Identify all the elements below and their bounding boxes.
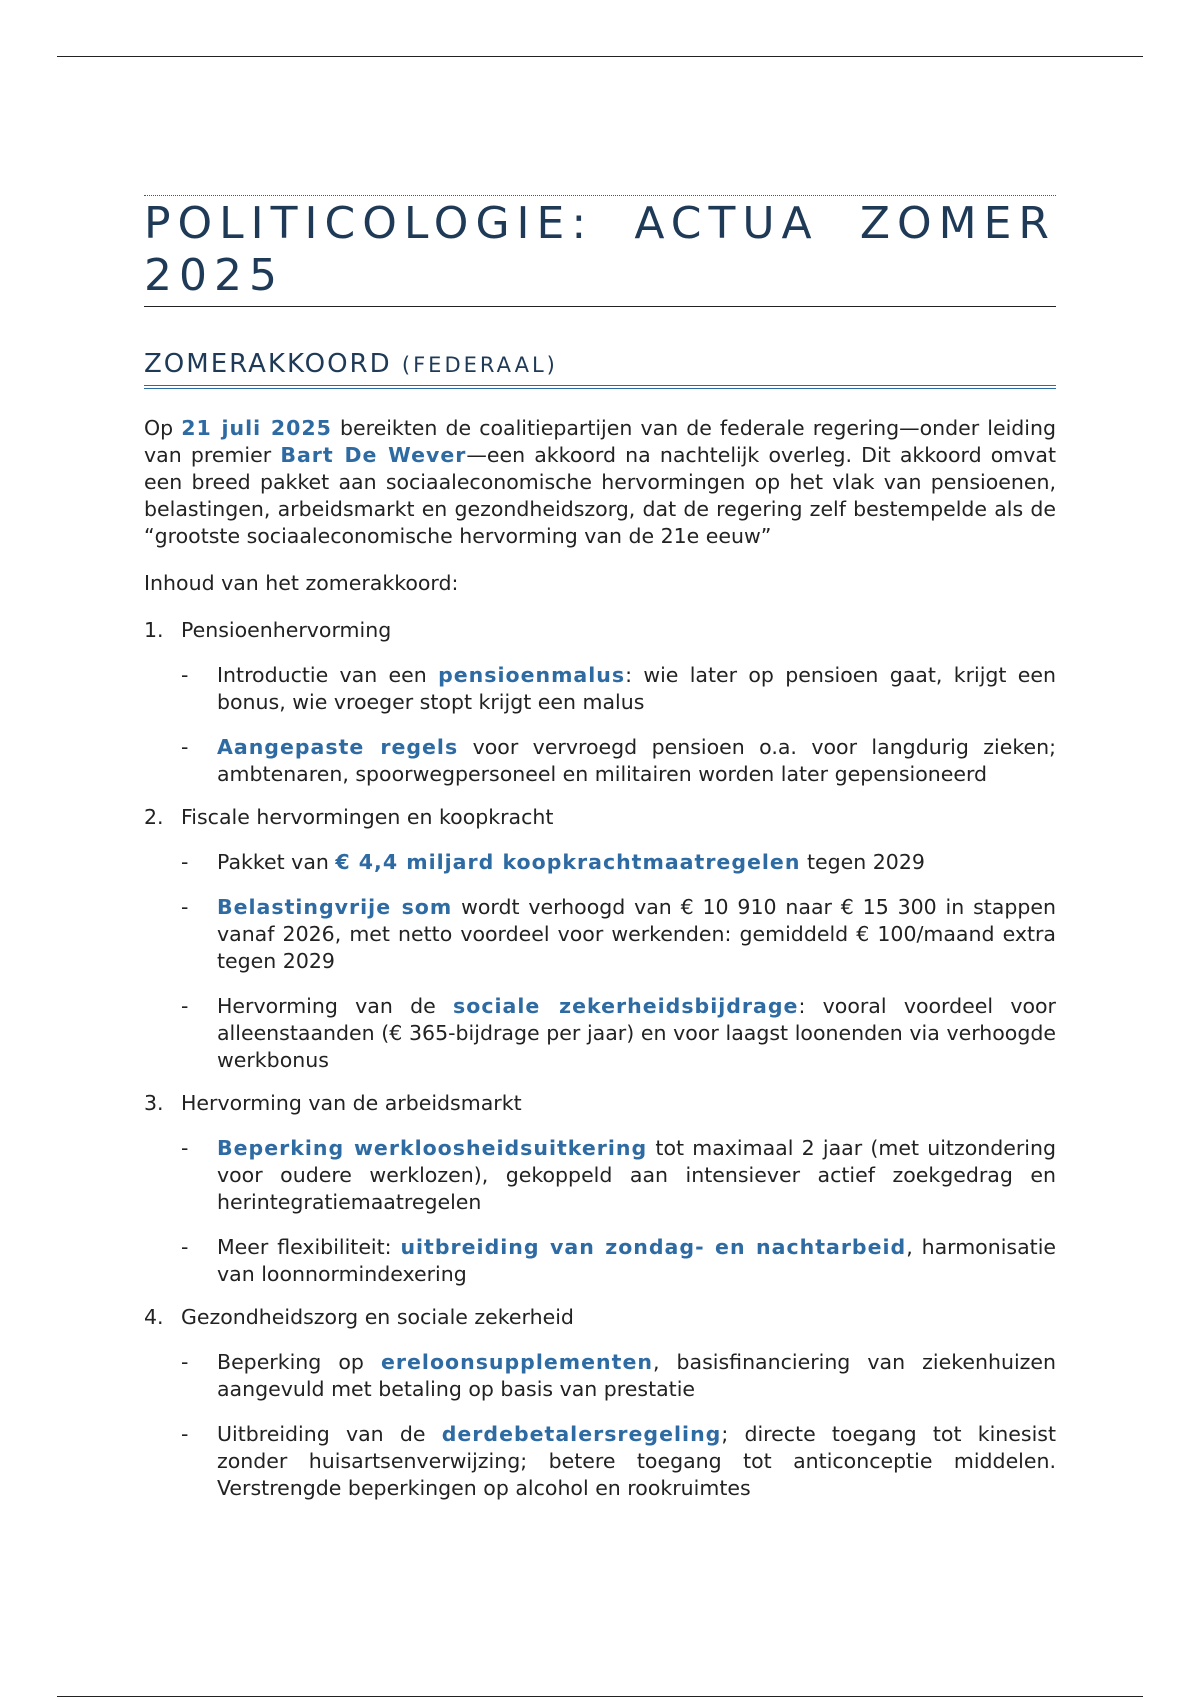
document-title: POLITICOLOGIE: ACTUA ZOMER 2025 bbox=[144, 198, 1056, 301]
section-heading bbox=[144, 349, 1056, 389]
bullet-item: - Beperking werkloosheidsuitkering tot maximaal 2 jaar (met uitzondering voor oudere werklozen), gekoppeld aan intensiever actief zoekgedrag en herintegratiemaatregelen bbox=[181, 1136, 1056, 1214]
footer-rule bbox=[57, 1696, 1143, 1697]
bullet-item: - Beperking op ereloonsupplementen, basisfinanciering van ziekenhuizen aangevuld met betaling op basis van prestatie bbox=[181, 1350, 1056, 1401]
bullet-item: - Introductie van een pensioenmalus: wie later op pensioen gaat, krijgt een bonus, wie vroeger stopt krijgt een malus bbox=[181, 663, 1057, 714]
dash-marker: - bbox=[181, 994, 189, 1018]
bullet-item: - Aangepaste regels voor vervroegd pensioen o.a. voor langdurig zieken; ambtenaren, spoorwegpersoneel en militairen worden later gepensioneerd bbox=[181, 735, 1056, 786]
section-heading-text: ZOMERAKKOORD bbox=[144, 349, 392, 379]
item-number: 3. bbox=[144, 1091, 164, 1115]
item-title: Hervorming van de arbeidsmarkt bbox=[181, 1091, 522, 1115]
bullet-item: - Uitbreiding van de derdebetalersregeling; directe toegang tot kinesist zonder huisartsenverwijzing; betere toegang tot anticonceptie middelen. Verstrengde beperkingen op alcohol en rookruimtes bbox=[181, 1422, 1056, 1500]
contents-label: Inhoud van het zomerakkoord: bbox=[144, 571, 459, 595]
title-block bbox=[144, 195, 1056, 307]
item-title: Gezondheidszorg en sociale zekerheid bbox=[181, 1305, 574, 1329]
item-number: 1. bbox=[144, 618, 164, 642]
bullet-item: - Pakket van € 4,4 miljard koopkrachtmaatregelen tegen 2029 bbox=[181, 850, 925, 874]
dash-marker: - bbox=[181, 1422, 189, 1446]
dash-marker: - bbox=[181, 663, 189, 687]
bullet-item: - Meer flexibiliteit: uitbreiding van zondag- en nachtarbeid, harmonisatie van loonnormindexering bbox=[181, 1235, 1056, 1286]
item-title: Pensioenhervorming bbox=[181, 618, 392, 642]
list-item bbox=[144, 1304, 1056, 1502]
dash-marker: - bbox=[181, 735, 189, 759]
section-heading-suffix: (FEDERAAL) bbox=[401, 353, 558, 377]
list-item bbox=[144, 1090, 1056, 1288]
page-content bbox=[144, 195, 1056, 1518]
item-number: 4. bbox=[144, 1305, 164, 1329]
intro-paragraph bbox=[144, 415, 1056, 550]
intro-text-3: —een akkoord na nachtelijk overleg. Dit akkoord omvat een breed pakket aan sociaaleconomische hervormingen op het vlak van pensioenen, belastingen, arbeidsmarkt en gezondheidszorg, dat de regering zelf bestempelde als de “grootste sociaaleconomische hervorming van de 21e eeuw” bbox=[144, 443, 1057, 548]
bullet-item: - Hervorming van de sociale zekerheidsbijdrage: vooral voordeel voor alleenstaanden (€ 365-bijdrage per jaar) en voor laagst loonenden via verhoogde werkbonus bbox=[181, 994, 1056, 1072]
dash-marker: - bbox=[181, 1350, 189, 1374]
item-number: 2. bbox=[144, 805, 164, 829]
dash-marker: - bbox=[181, 895, 189, 919]
intro-text-2: bereikten de coalitiepartijen van de federale regering—onder leiding van premier bbox=[144, 416, 1056, 467]
intro-premier: Bart De Wever bbox=[280, 443, 467, 467]
list-item bbox=[144, 617, 1056, 788]
contents-list bbox=[144, 617, 1056, 1502]
intro-date: 21 juli 2025 bbox=[181, 416, 332, 440]
item-title: Fiscale hervormingen en koopkracht bbox=[181, 805, 554, 829]
bullet-item: - Belastingvrije som wordt verhoogd van € 10 910 naar € 15 300 in stappen vanaf 2026, met netto voordeel voor werkenden: gemiddeld € 100/maand extra tegen 2029 bbox=[181, 895, 1056, 973]
list-item bbox=[144, 804, 1056, 1074]
dash-marker: - bbox=[181, 850, 189, 874]
intro-text-1: Op bbox=[144, 416, 182, 440]
header-rule bbox=[57, 56, 1143, 57]
dash-marker: - bbox=[181, 1136, 189, 1160]
dash-marker: - bbox=[181, 1235, 189, 1259]
